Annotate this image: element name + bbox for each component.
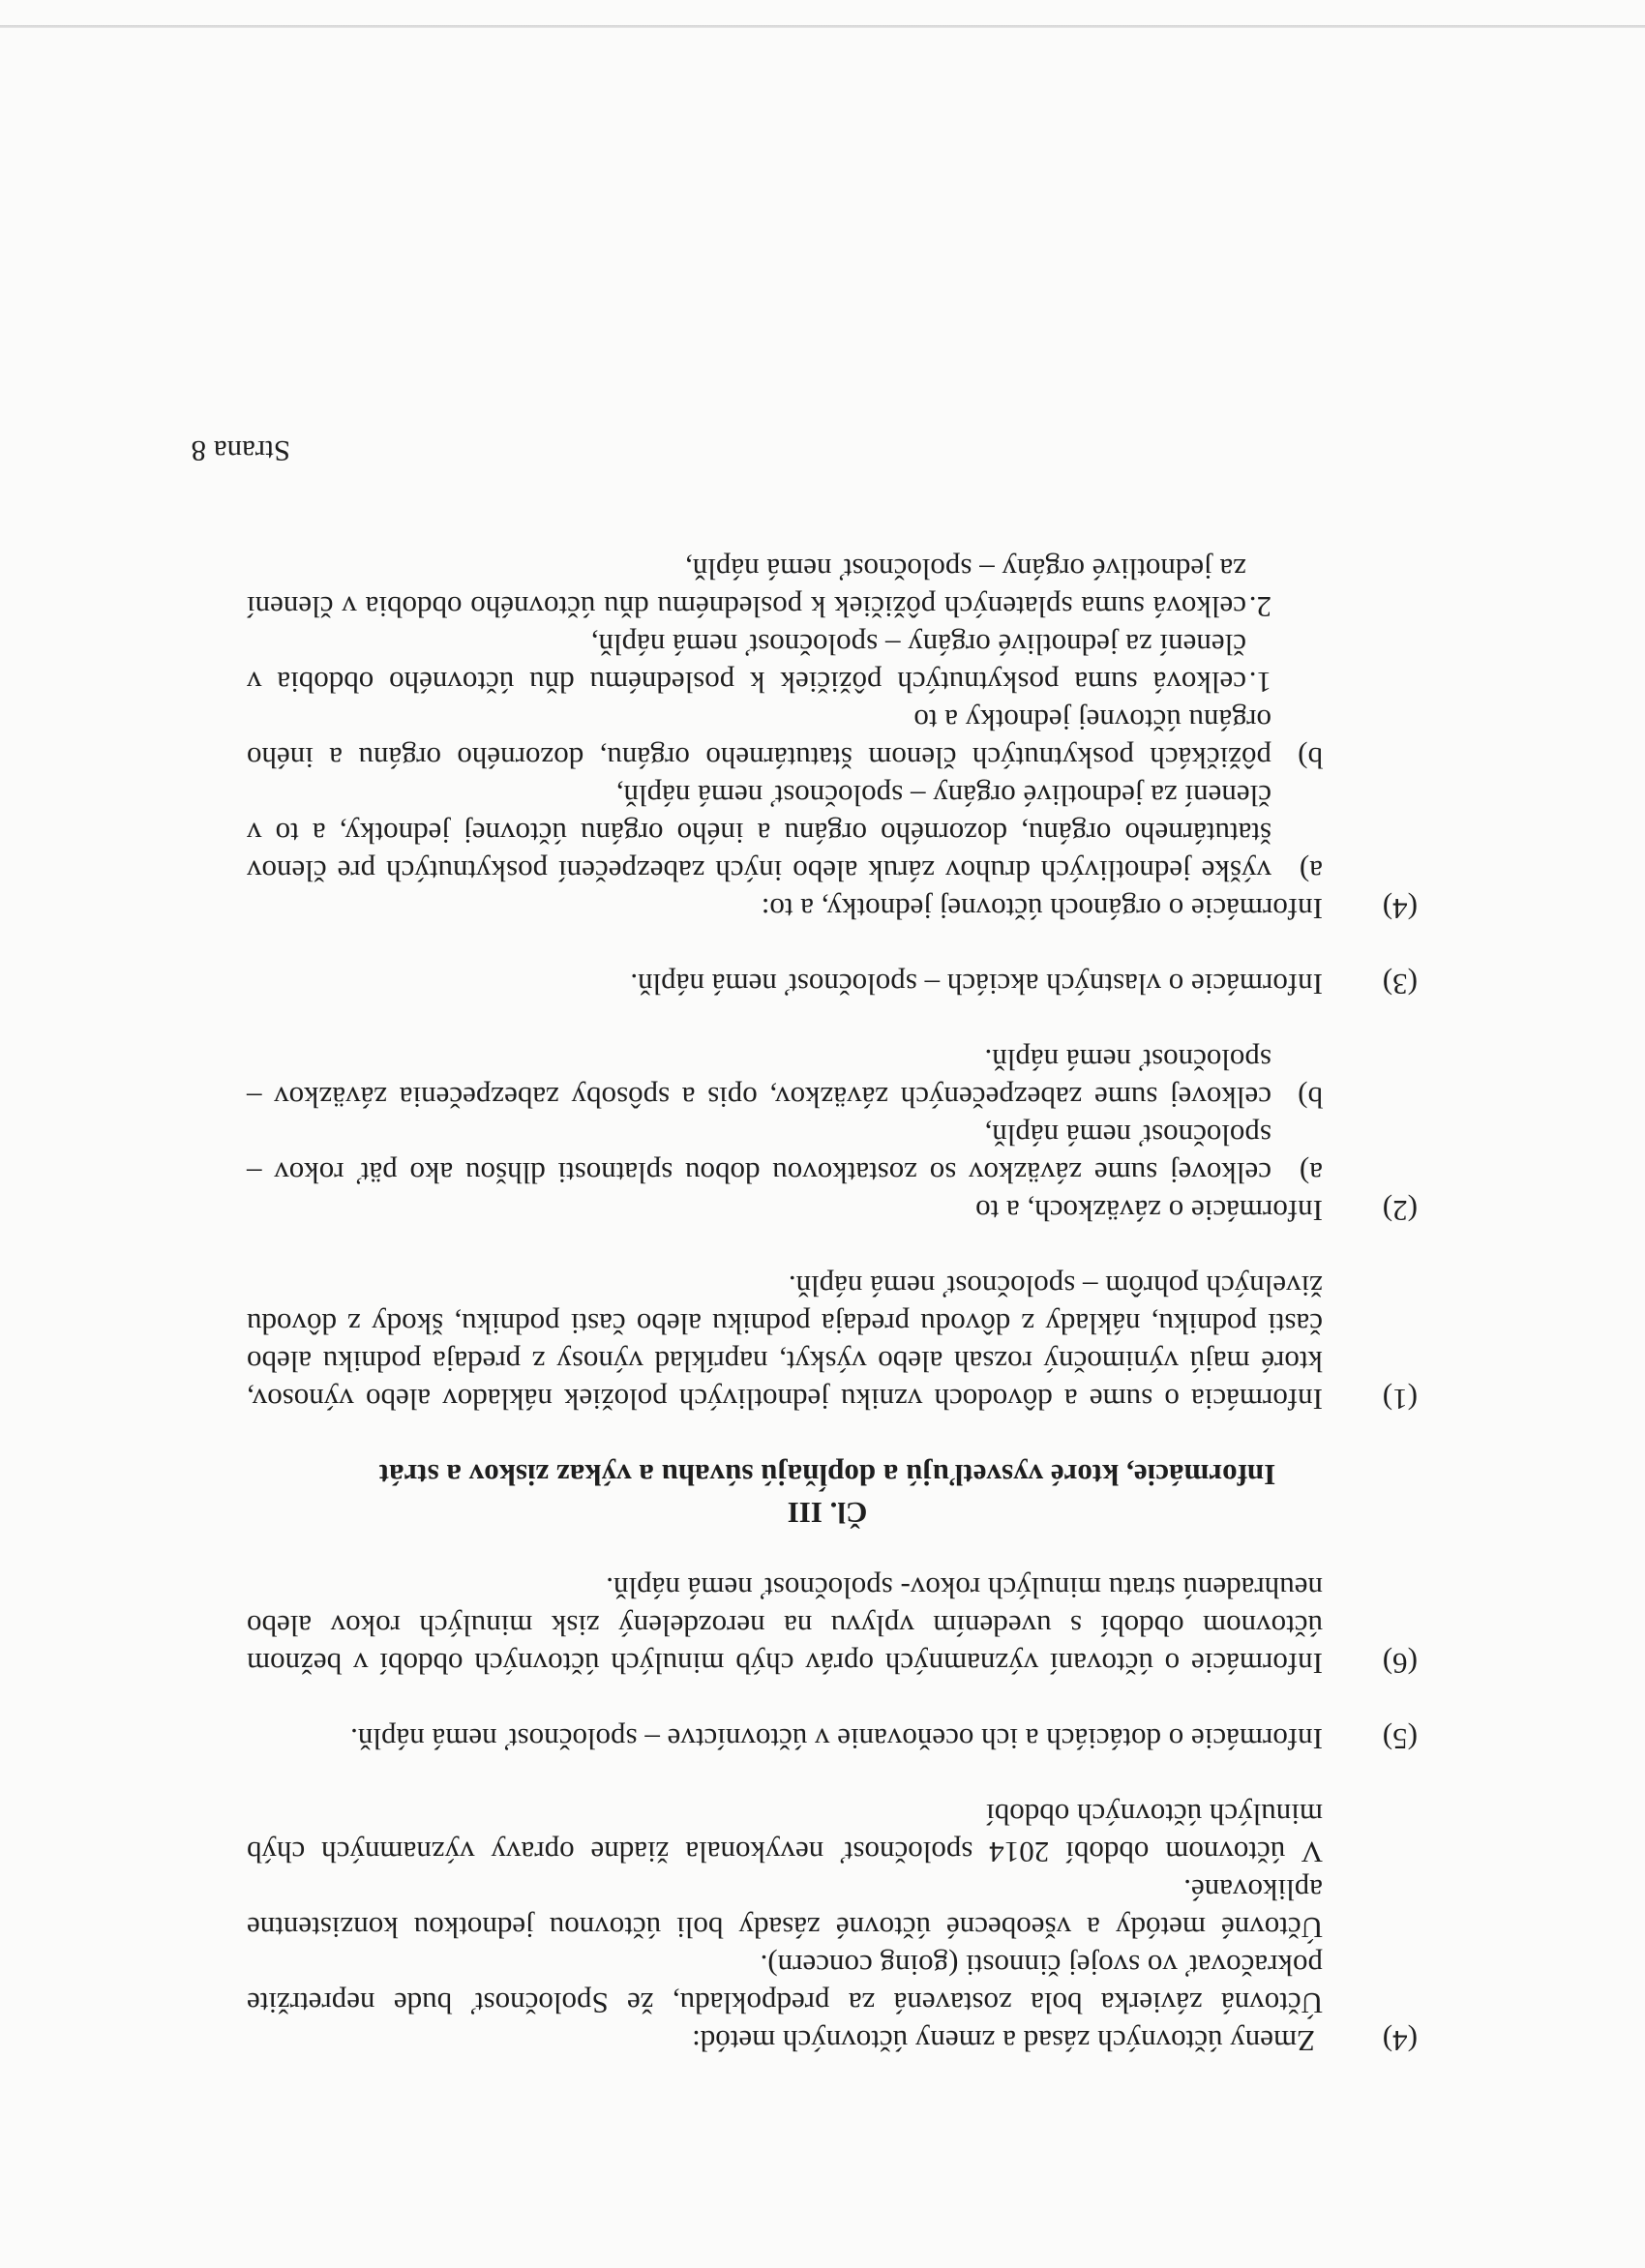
section-5 (247, 1720, 1418, 1758)
item-1 (247, 1268, 1418, 1418)
section-4-line-3: V účtovnom období 2014 spoločnosť nevykonala žiadne opravy významných chýb minulých účtovných období (247, 1798, 1323, 1869)
item-4-b (247, 551, 1323, 777)
item-4-b-1-text: celková suma poskytnutých pôžičiek k poslednému dňu účtovného obdobia v členení za jednotlivé orgány – spoločnosť nemá náplň, (247, 628, 1246, 700)
item-4-b-2-label: 2. (1248, 590, 1271, 624)
item-4-b-2-text: celková suma splatených pôžičiek k poslednému dňu účtovného obdobia v členení za jednotlivé orgány – spoločnosť nemá náplň, (247, 552, 1246, 624)
item-4-number: (4) (1382, 892, 1418, 926)
item-1-number: (1) (1382, 1383, 1418, 1417)
item-3 (247, 966, 1418, 1003)
item-3-number: (3) (1382, 968, 1418, 1001)
section-6-number: (6) (1382, 1647, 1418, 1681)
article-heading (247, 1456, 1369, 1532)
item-4-text: Informácie o orgánoch účtovnej jednotky, a to: (761, 892, 1323, 926)
item-1-text: Informácia o sume a dôvodoch vzniku jednotlivých položiek nákladov alebo výnosov, ktoré majú výnimočný rozsah alebo výskyt, napríklad výnosy z predaja podniku alebo časti podniku, náklady z dôvodu predaja podniku alebo časti podniku, škody z dôvodu živelných pohrôm – spoločnosť nemá náplň. (247, 1269, 1323, 1417)
item-2-text: Informácie o záväzkoch, a to (975, 1194, 1323, 1228)
top-text-block (247, 513, 1418, 2060)
item-4-b-2 (247, 551, 1271, 626)
section-4-line-2: Účtovné metódy a všeobecné účtovné zásady boli účtovnou jednotkou konzistentne aplikované. (247, 1873, 1323, 1945)
section-6 (247, 1569, 1418, 1683)
section-5-number: (5) (1382, 1722, 1418, 1756)
section-4-title: Zmeny účtovných zásad a zmeny účtovných metód: (692, 2024, 1315, 2058)
item-2 (247, 1041, 1418, 1230)
section-4-line-1: Účtovná závierka bola zostavená za predpokladu, že Spoločnosť bude nepretržite pokračovať vo svojej činnosti (going concern). (247, 1949, 1323, 2020)
section-5-text: Informácie o dotáciách a ich oceňovanie v účtovníctve – spoločnosť nemá náplň. (350, 1722, 1323, 1756)
section-4 (247, 1796, 1418, 2060)
item-4-a (247, 777, 1323, 890)
item-4 (247, 551, 1418, 928)
article-title: Informácie, ktoré vysvetľujú a dopĺňajú súvahu a výkaz ziskov a strát (378, 1458, 1276, 1492)
item-2-a-label: a) (1299, 1156, 1323, 1190)
section-6-text: Informácie o účtovaní významných opráv chýb minulých účtovných období v bežnom účtovnom období s uvedením vplyvu na nerozdelený zisk minulých rokov alebo neuhradenú stratu minulých rokov- spoločnosť nemá náplň. (247, 1571, 1323, 1681)
item-2-b-label: b) (1298, 1081, 1323, 1115)
item-2-a-text: celkovej sume záväzkov so zostatkovou dobou splatnosti dlhšou ako päť rokov – spoločnosť nemá náplň, (247, 1119, 1271, 1190)
item-2-number: (2) (1382, 1194, 1418, 1228)
section-4-number: (4) (1382, 2024, 1418, 2058)
item-4-a-text: výške jednotlivých druhov záruk alebo iných zabezpečení poskytnutých pre členov štatutárneho orgánu, dozorného orgánu a iného orgánu účtovnej jednotky, a to v členení za jednotlivé orgány – spoločnosť nemá náplň, (247, 779, 1271, 888)
item-2-a (247, 1117, 1323, 1192)
item-4-b-1-label: 1. (1248, 666, 1271, 700)
item-4-b-text: pôžičkách poskytnutých členom štatutárneho orgánu, dozorného orgánu a iného orgánu účtovnej jednotky a to (247, 703, 1271, 775)
item-3-text: Informácie o vlastných akciách – spoločnosť nemá náplň. (630, 968, 1323, 1001)
item-2-b (247, 1041, 1323, 1117)
article-number: Čl. III (787, 1496, 868, 1530)
page-number: Strana 8 (191, 434, 290, 468)
item-4-b-label: b) (1298, 741, 1323, 775)
item-4-b-1 (247, 626, 1271, 701)
item-2-b-text: celkovej sume zabezpečených záväzkov, opis a spôsoby zabezpečenia záväzkov – spoločnosť nemá náplň. (247, 1043, 1271, 1115)
item-4-a-label: a) (1299, 854, 1323, 888)
